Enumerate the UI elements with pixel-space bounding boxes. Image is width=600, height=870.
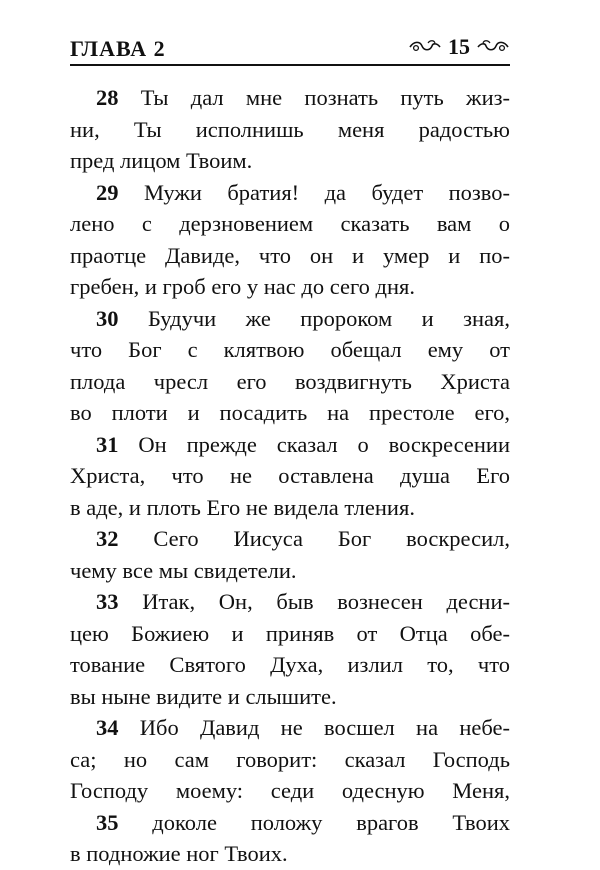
verse-line: 31 Он прежде сказал о воскресении	[96, 431, 511, 457]
verse-number: 32	[96, 526, 119, 551]
verse-line: 32 Сего Иисуса Бог воскресил,	[96, 526, 510, 551]
verse-line: чему все мы свидетели.	[70, 557, 297, 583]
verse-number: 34	[96, 715, 119, 740]
verse-text	[70, 82, 510, 870]
verse-line: лено с дерзновением сказать вам о	[70, 211, 510, 236]
verse-line: гребен, и гроб его у нас до сего дня.	[70, 274, 415, 299]
verse-line: во плоти и посадить на престоле его,	[70, 400, 510, 425]
verse-line: 34 Ибо Давид не восшел на небе-	[96, 715, 510, 740]
ornament-left-icon	[408, 39, 442, 55]
verse-number: 28	[96, 85, 119, 110]
verse-line: в аде, и плоть Его не видела тления.	[70, 494, 415, 520]
verse-line: цею Божиею и приняв от Отца обе-	[70, 620, 510, 646]
verse-line: Христа, что не оставлена душа Его	[70, 463, 510, 488]
verse-line: 33 Итак, Он, быв вознесен десни-	[96, 589, 511, 614]
verse-line: вы ныне видите и слышите.	[70, 683, 337, 709]
ornament-right-icon	[476, 39, 510, 55]
page-number-group	[408, 34, 510, 60]
verse-line: пред лицом Твоим.	[70, 148, 253, 173]
running-header	[70, 28, 510, 66]
book-page	[70, 28, 510, 870]
verse-number: 30	[96, 305, 119, 331]
verse-line: 30 Будучи же пророком и зная,	[96, 305, 510, 331]
verse-line: в подножие ног Твоих.	[70, 841, 288, 866]
verse-number: 33	[96, 589, 119, 614]
chapter-label: ГЛАВА 2	[70, 36, 166, 61]
verse-line: тование Святого Духа, излил то, что	[70, 652, 510, 677]
verse-line: плода чресл его воздвигнуть Христа	[70, 368, 510, 394]
verse-line: 35 доколе положу врагов Твоих	[96, 809, 511, 835]
verse-line: что Бог с клятвою обещал ему от	[70, 337, 510, 362]
verse-line: праотце Давиде, что он и умер и по-	[70, 242, 510, 268]
page-number: 15	[448, 34, 470, 59]
verse-line: са; но сам говорит: сказал Господь	[70, 746, 510, 772]
verse-line: 28 Ты дал мне познать путь жиз-	[96, 85, 511, 110]
verse-number: 35	[96, 809, 119, 835]
verse-number: 31	[96, 431, 119, 457]
verse-line: 29 Мужи братия! да будет позво-	[96, 179, 510, 205]
verse-line: ни, Ты исполнишь меня радостью	[70, 116, 510, 142]
verse-line: Господу моему: седи одесную Меня,	[70, 778, 510, 803]
verse-number: 29	[96, 179, 119, 205]
